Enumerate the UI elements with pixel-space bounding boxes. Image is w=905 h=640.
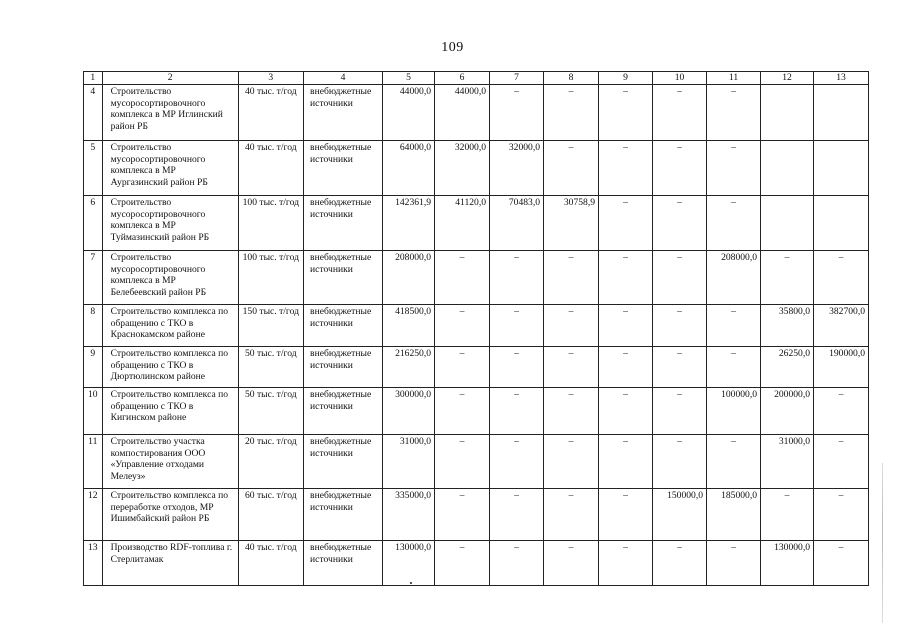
year-amount: – [435,489,490,541]
year-amount: 32000,0 [435,141,490,196]
table-row [84,489,869,541]
year-amount: – [653,251,707,305]
year-amount [761,85,814,141]
project-name: Строительство участка компостирования ООО «Управление отходами Мелеуз» [102,435,238,489]
year-amount: – [707,85,761,141]
funding-source: внебюджетные источники [304,305,383,347]
page-number: 109 [441,40,464,55]
year-amount: – [490,489,544,541]
year-amount: 70483,0 [490,196,544,251]
funding-source: внебюджетные источники [304,85,383,141]
table-row [84,435,869,489]
year-amount: 150000,0 [653,489,707,541]
year-amount: – [599,251,653,305]
funding-source: внебюджетные источники [304,489,383,541]
total-amount: 335000,0 [383,489,435,541]
year-amount: – [599,388,653,435]
year-amount: – [544,388,599,435]
year-amount: – [544,541,599,586]
year-amount: – [599,196,653,251]
row-number: 13 [84,541,103,586]
year-amount: 100000,0 [707,388,761,435]
project-name: Строительство мусоросортировочного комплекса в МР Белебеевский район РБ [102,251,238,305]
total-amount: 142361,9 [383,196,435,251]
year-amount: – [707,305,761,347]
year-amount: – [761,489,814,541]
year-amount: – [544,305,599,347]
project-name: Строительство мусоросортировочного комплекса в МР Туймазинский район РБ [102,196,238,251]
year-amount: 35800,0 [761,305,814,347]
table-row [84,141,869,196]
total-amount: 418500,0 [383,305,435,347]
col-header: 7 [490,72,544,85]
row-number: 8 [84,305,103,347]
row-number: 6 [84,196,103,251]
year-amount: – [814,489,869,541]
total-amount: 300000,0 [383,388,435,435]
capacity: 50 тыс. т/год [238,347,303,388]
funding-source: внебюджетные источники [304,388,383,435]
project-name: Строительство комплекса по обращению с ТКО в Кигинском районе [102,388,238,435]
total-amount: 216250,0 [383,347,435,388]
row-number: 9 [84,347,103,388]
year-amount: – [653,388,707,435]
project-name: Строительство комплекса по обращению с ТКО в Краснокамском районе [102,305,238,347]
year-amount [814,85,869,141]
project-name: Строительство комплекса по переработке отходов, МР Ишимбайский район РБ [102,489,238,541]
year-amount: – [435,388,490,435]
year-amount: – [490,388,544,435]
year-amount: – [707,141,761,196]
total-amount: 64000,0 [383,141,435,196]
year-amount: – [599,347,653,388]
year-amount [761,196,814,251]
row-number: 10 [84,388,103,435]
row-number: 7 [84,251,103,305]
total-amount: 130000,0 [383,541,435,586]
table-row [84,388,869,435]
total-amount: 44000,0 [383,85,435,141]
year-amount: – [490,85,544,141]
year-amount: – [490,541,544,586]
year-amount: – [544,251,599,305]
year-amount: – [653,85,707,141]
year-amount: – [814,388,869,435]
funding-source: внебюджетные источники [304,141,383,196]
year-amount: – [490,251,544,305]
year-amount: – [599,85,653,141]
year-amount: – [814,435,869,489]
total-amount: 208000,0 [383,251,435,305]
capacity: 60 тыс. т/год [238,489,303,541]
project-name: Строительство мусоросортировочного комплекса в МР Иглинский район РБ [102,85,238,141]
investment-table [83,71,869,586]
project-name: Строительство мусоросортировочного комплекса в МР Аургазинский район РБ [102,141,238,196]
year-amount [814,196,869,251]
table-row [84,196,869,251]
year-amount: 208000,0 [707,251,761,305]
table-row [84,541,869,586]
year-amount: – [490,435,544,489]
year-amount: – [544,141,599,196]
year-amount [814,141,869,196]
year-amount: – [707,541,761,586]
col-header: 6 [435,72,490,85]
row-number: 11 [84,435,103,489]
year-amount: 32000,0 [490,141,544,196]
year-amount: – [435,305,490,347]
year-amount: 185000,0 [707,489,761,541]
year-amount: – [544,489,599,541]
col-header: 11 [707,72,761,85]
year-amount: – [653,196,707,251]
year-amount: 130000,0 [761,541,814,586]
year-amount: – [544,347,599,388]
year-amount: – [707,196,761,251]
col-header: 2 [102,72,238,85]
year-amount: – [761,251,814,305]
project-name: Производство RDF-топлива г. Стерлитамак [102,541,238,586]
year-amount: – [544,435,599,489]
total-amount: 31000,0 [383,435,435,489]
year-amount: – [544,85,599,141]
col-header: 8 [544,72,599,85]
col-header: 9 [599,72,653,85]
col-header: 10 [653,72,707,85]
year-amount: – [490,347,544,388]
row-number: 12 [84,489,103,541]
capacity: 40 тыс. т/год [238,85,303,141]
col-header: 12 [761,72,814,85]
year-amount: – [490,305,544,347]
year-amount: – [653,305,707,347]
year-amount: 26250,0 [761,347,814,388]
year-amount: – [599,541,653,586]
year-amount: 41120,0 [435,196,490,251]
capacity: 100 тыс. т/год [238,251,303,305]
year-amount: – [599,435,653,489]
table-row [84,251,869,305]
scan-edge-mark [882,463,883,623]
capacity: 50 тыс. т/год [238,388,303,435]
table-row [84,305,869,347]
capacity: 150 тыс. т/год [238,305,303,347]
table-row [84,85,869,141]
year-amount: – [435,435,490,489]
year-amount: – [435,347,490,388]
year-amount: – [435,251,490,305]
capacity: 100 тыс. т/год [238,196,303,251]
year-amount: – [707,435,761,489]
row-number: 4 [84,85,103,141]
header-row [84,72,869,85]
year-amount: 200000,0 [761,388,814,435]
year-amount: – [599,305,653,347]
year-amount: – [653,541,707,586]
col-header: 4 [304,72,383,85]
capacity: 40 тыс. т/год [238,541,303,586]
col-header: 5 [383,72,435,85]
row-number: 5 [84,141,103,196]
funding-source: внебюджетные источники [304,347,383,388]
scan-dot [410,582,412,584]
year-amount: – [653,347,707,388]
year-amount: 31000,0 [761,435,814,489]
year-amount: – [435,541,490,586]
capacity: 40 тыс. т/год [238,141,303,196]
year-amount: – [814,541,869,586]
year-amount [761,141,814,196]
funding-source: внебюджетные источники [304,251,383,305]
table-row [84,347,869,388]
year-amount: – [707,347,761,388]
year-amount: – [653,141,707,196]
year-amount: 30758,9 [544,196,599,251]
capacity: 20 тыс. т/год [238,435,303,489]
year-amount: 190000,0 [814,347,869,388]
funding-source: внебюджетные источники [304,435,383,489]
year-amount: 44000,0 [435,85,490,141]
year-amount: 382700,0 [814,305,869,347]
col-header: 13 [814,72,869,85]
col-header: 1 [84,72,103,85]
funding-source: внебюджетные источники [304,541,383,586]
col-header: 3 [238,72,303,85]
year-amount: – [599,141,653,196]
year-amount: – [599,489,653,541]
year-amount: – [653,435,707,489]
funding-source: внебюджетные источники [304,196,383,251]
project-name: Строительство комплекса по обращению с ТКО в Дюртюлинском районе [102,347,238,388]
year-amount: – [814,251,869,305]
